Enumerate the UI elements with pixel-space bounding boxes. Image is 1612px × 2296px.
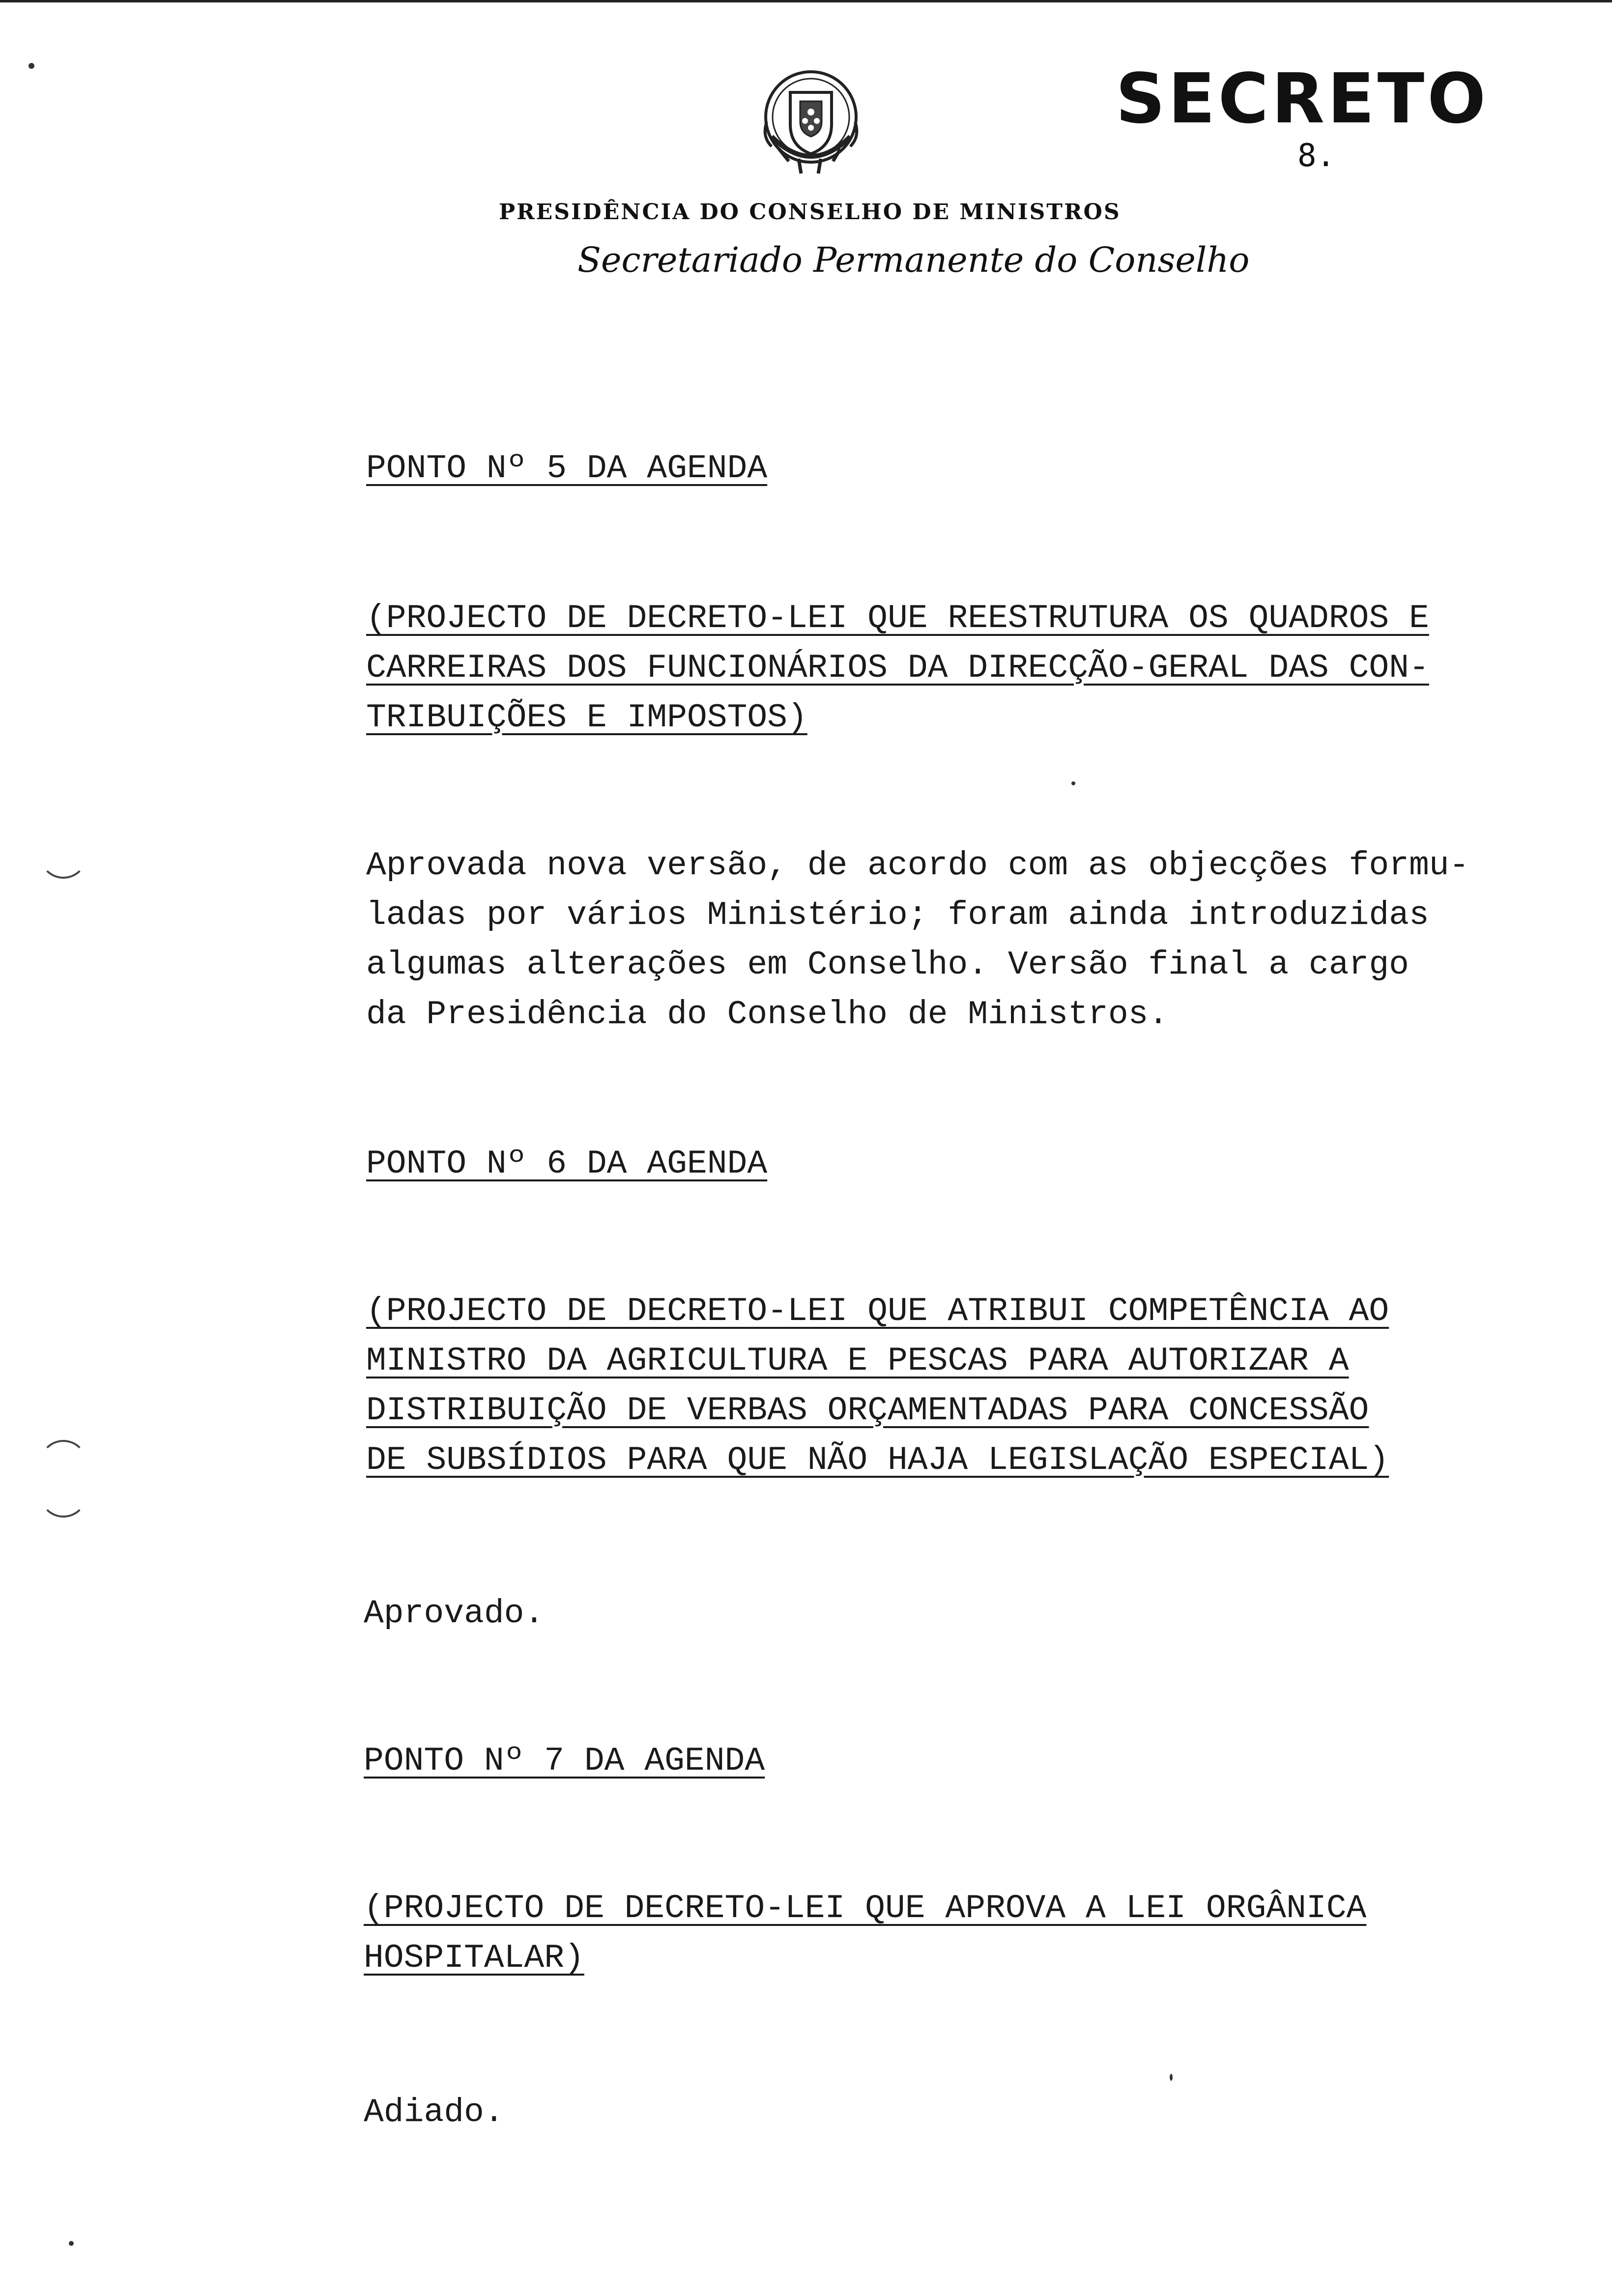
top-border-line xyxy=(0,0,1612,2)
scan-speck xyxy=(29,63,34,69)
classification-stamp: SECRETO xyxy=(1116,59,1489,139)
agenda-item-heading: PONTO Nº 5 DA AGENDA xyxy=(366,450,768,488)
department-subtitle: Secretariado Permanente do Conselho xyxy=(577,240,1250,280)
decision-line: algumas alterações em Conselho. Versão final a cargo xyxy=(366,946,1409,984)
page-number: 8. xyxy=(1297,138,1336,174)
coat-of-arms-icon xyxy=(752,63,870,186)
decision-line: Aprovada nova versão, de acordo com as objecções formu- xyxy=(366,847,1469,885)
subject-line: (PROJECTO DE DECRETO-LEI QUE ATRIBUI COMPETÊNCIA AO xyxy=(366,1292,1389,1330)
decision-line: ladas por vários Ministério; foram ainda introduzidas xyxy=(366,896,1429,934)
agenda-item-heading: PONTO Nº 6 DA AGENDA xyxy=(366,1145,768,1183)
agenda-item-decision xyxy=(366,847,1469,1045)
subject-line: (PROJECTO DE DECRETO-LEI QUE REESTRUTURA OS QUADROS E xyxy=(366,600,1429,637)
scan-speck xyxy=(1071,781,1075,785)
scan-speck xyxy=(69,2241,74,2246)
subject-line: DISTRIBUIÇÃO DE VERBAS ORÇAMENTADAS PARA CONCESSÃO xyxy=(366,1392,1369,1430)
punch-hole-mark xyxy=(39,831,87,879)
subject-line: TRIBUIÇÕES E IMPOSTOS) xyxy=(366,699,807,737)
agenda-item-subject xyxy=(364,1890,1366,1989)
organization-title: PRESIDÊNCIA DO CONSELHO DE MINISTROS xyxy=(499,200,1121,225)
agenda-item-decision xyxy=(364,2094,504,2143)
agenda-item-decision xyxy=(364,1595,544,1644)
agenda-item-subject xyxy=(366,1292,1389,1491)
decision-line: Aprovado. xyxy=(364,1595,545,1633)
decision-line: da Presidência do Conselho de Ministros. xyxy=(366,996,1169,1033)
subject-line: MINISTRO DA AGRICULTURA E PESCAS PARA AUTORIZAR A xyxy=(366,1342,1349,1380)
subject-line: DE SUBSÍDIOS PARA QUE NÃO HAJA LEGISLAÇÃO ESPECIAL) xyxy=(366,1441,1389,1479)
subject-line: (PROJECTO DE DECRETO-LEI QUE APROVA A LEI ORGÂNICA xyxy=(364,1890,1367,1927)
agenda-item-subject xyxy=(366,600,1429,748)
decision-line: Adiado. xyxy=(364,2094,504,2131)
agenda-item-heading: PONTO Nº 7 DA AGENDA xyxy=(364,1742,765,1780)
punch-hole-mark xyxy=(39,1469,87,1518)
scan-speck xyxy=(1170,2074,1173,2081)
subject-line: CARREIRAS DOS FUNCIONÁRIOS DA DIRECÇÃO-GERAL DAS CON- xyxy=(366,649,1429,687)
subject-line: HOSPITALAR) xyxy=(364,1939,584,1977)
